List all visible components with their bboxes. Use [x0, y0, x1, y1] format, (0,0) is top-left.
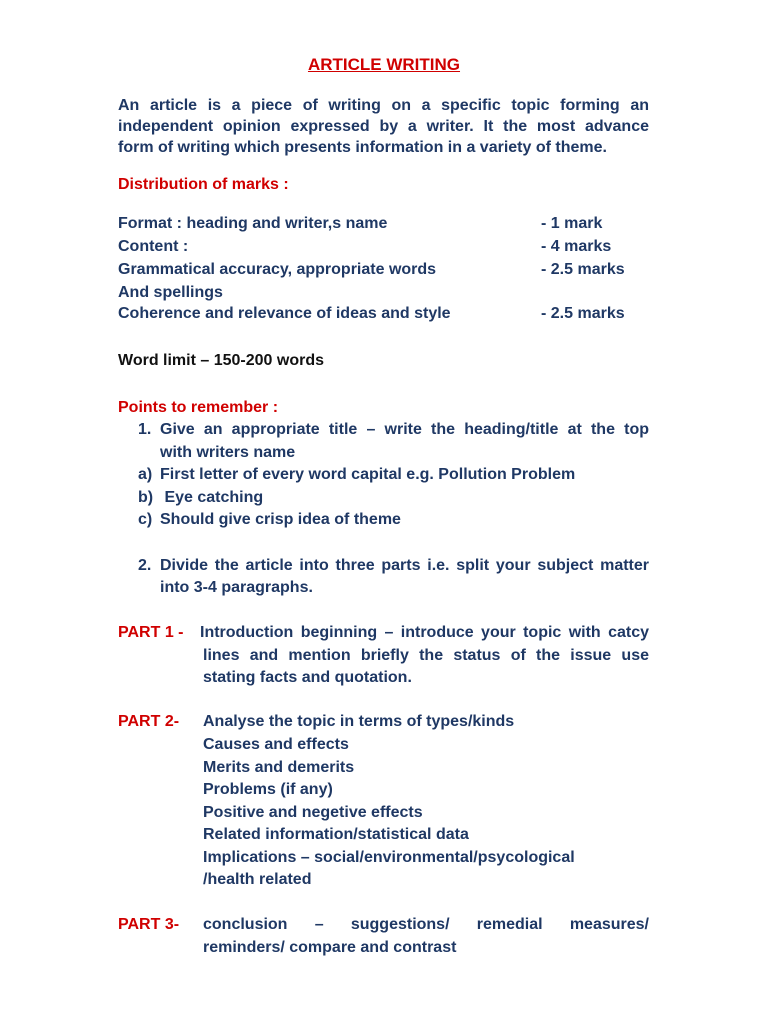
intro-line: An article is a piece of writing on a specific topic forming an [118, 97, 649, 114]
list-item-line: Give an appropriate title – write the heading/title at the top [160, 421, 649, 438]
sub-list-marker: b) [138, 489, 154, 506]
part-2-line: Merits and demerits [203, 759, 355, 776]
intro-line: independent opinion expressed by a writer. It the most advance [118, 118, 649, 135]
page-title: ARTICLE WRITING [307, 55, 461, 74]
sub-list-item: Should give crisp idea of theme [160, 511, 401, 528]
list-item [160, 557, 649, 575]
intro-paragraph [118, 95, 649, 158]
part-1-label: PART 1 - [118, 624, 184, 641]
distribution-label: Content : [118, 238, 189, 255]
distribution-label: Format : heading and writer,s name [118, 215, 388, 232]
part-1-text [203, 647, 649, 665]
distribution-marks: - 2.5 marks [541, 305, 625, 322]
word-limit: Word limit – 150-200 words [118, 352, 324, 369]
part-3-text [203, 916, 649, 934]
part-1-line: Introduction beginning – introduce your topic with catcy [200, 624, 649, 641]
part-1-line: lines and mention briefly the status of the issue use [203, 647, 649, 664]
part-1-line: stating facts and quotation. [203, 669, 412, 686]
distribution-marks: - 4 marks [541, 238, 612, 255]
part-2-line: Positive and negetive effects [203, 804, 423, 821]
sub-list-item: First letter of every word capital e.g. Pollution Problem [160, 466, 576, 483]
list-item-line: into 3-4 paragraphs. [160, 579, 313, 596]
part-3-line: reminders/ compare and contrast [203, 939, 457, 956]
part-2-label: PART 2- [118, 713, 180, 730]
sub-list-marker: a) [138, 466, 153, 483]
points-heading: Points to remember : [118, 399, 279, 416]
part-2-line: Implications – social/environmental/psycological [203, 849, 575, 866]
list-number: 1. [138, 421, 152, 438]
list-item [160, 421, 649, 439]
part-2-line: Related information/statistical data [203, 826, 469, 843]
part-3-label: PART 3- [118, 916, 180, 933]
part-2-line: Causes and effects [203, 736, 349, 753]
part-3-line: conclusion – suggestions/ remedial measures/ [203, 916, 649, 933]
list-item-line: with writers name [160, 444, 296, 461]
distribution-marks: - 2.5 marks [541, 261, 625, 278]
sub-list-marker: c) [138, 511, 153, 528]
distribution-heading: Distribution of marks : [118, 176, 289, 193]
part-2-line: /health related [203, 871, 312, 888]
distribution-label: Coherence and relevance of ideas and style [118, 305, 451, 322]
intro-line: form of writing which presents information in a variety of theme. [118, 139, 607, 156]
distribution-label: Grammatical accuracy, appropriate words [118, 261, 437, 278]
part-2-line: Problems (if any) [203, 781, 333, 798]
list-number: 2. [138, 557, 152, 574]
part-2-line: Analyse the topic in terms of types/kinds [203, 713, 515, 730]
list-item-line: Divide the article into three parts i.e. split your subject matter [160, 557, 649, 574]
distribution-label: And spellings [118, 284, 223, 301]
part-1-text [200, 624, 649, 642]
distribution-marks: - 1 mark [541, 215, 603, 232]
sub-list-item: Eye catching [160, 489, 264, 506]
